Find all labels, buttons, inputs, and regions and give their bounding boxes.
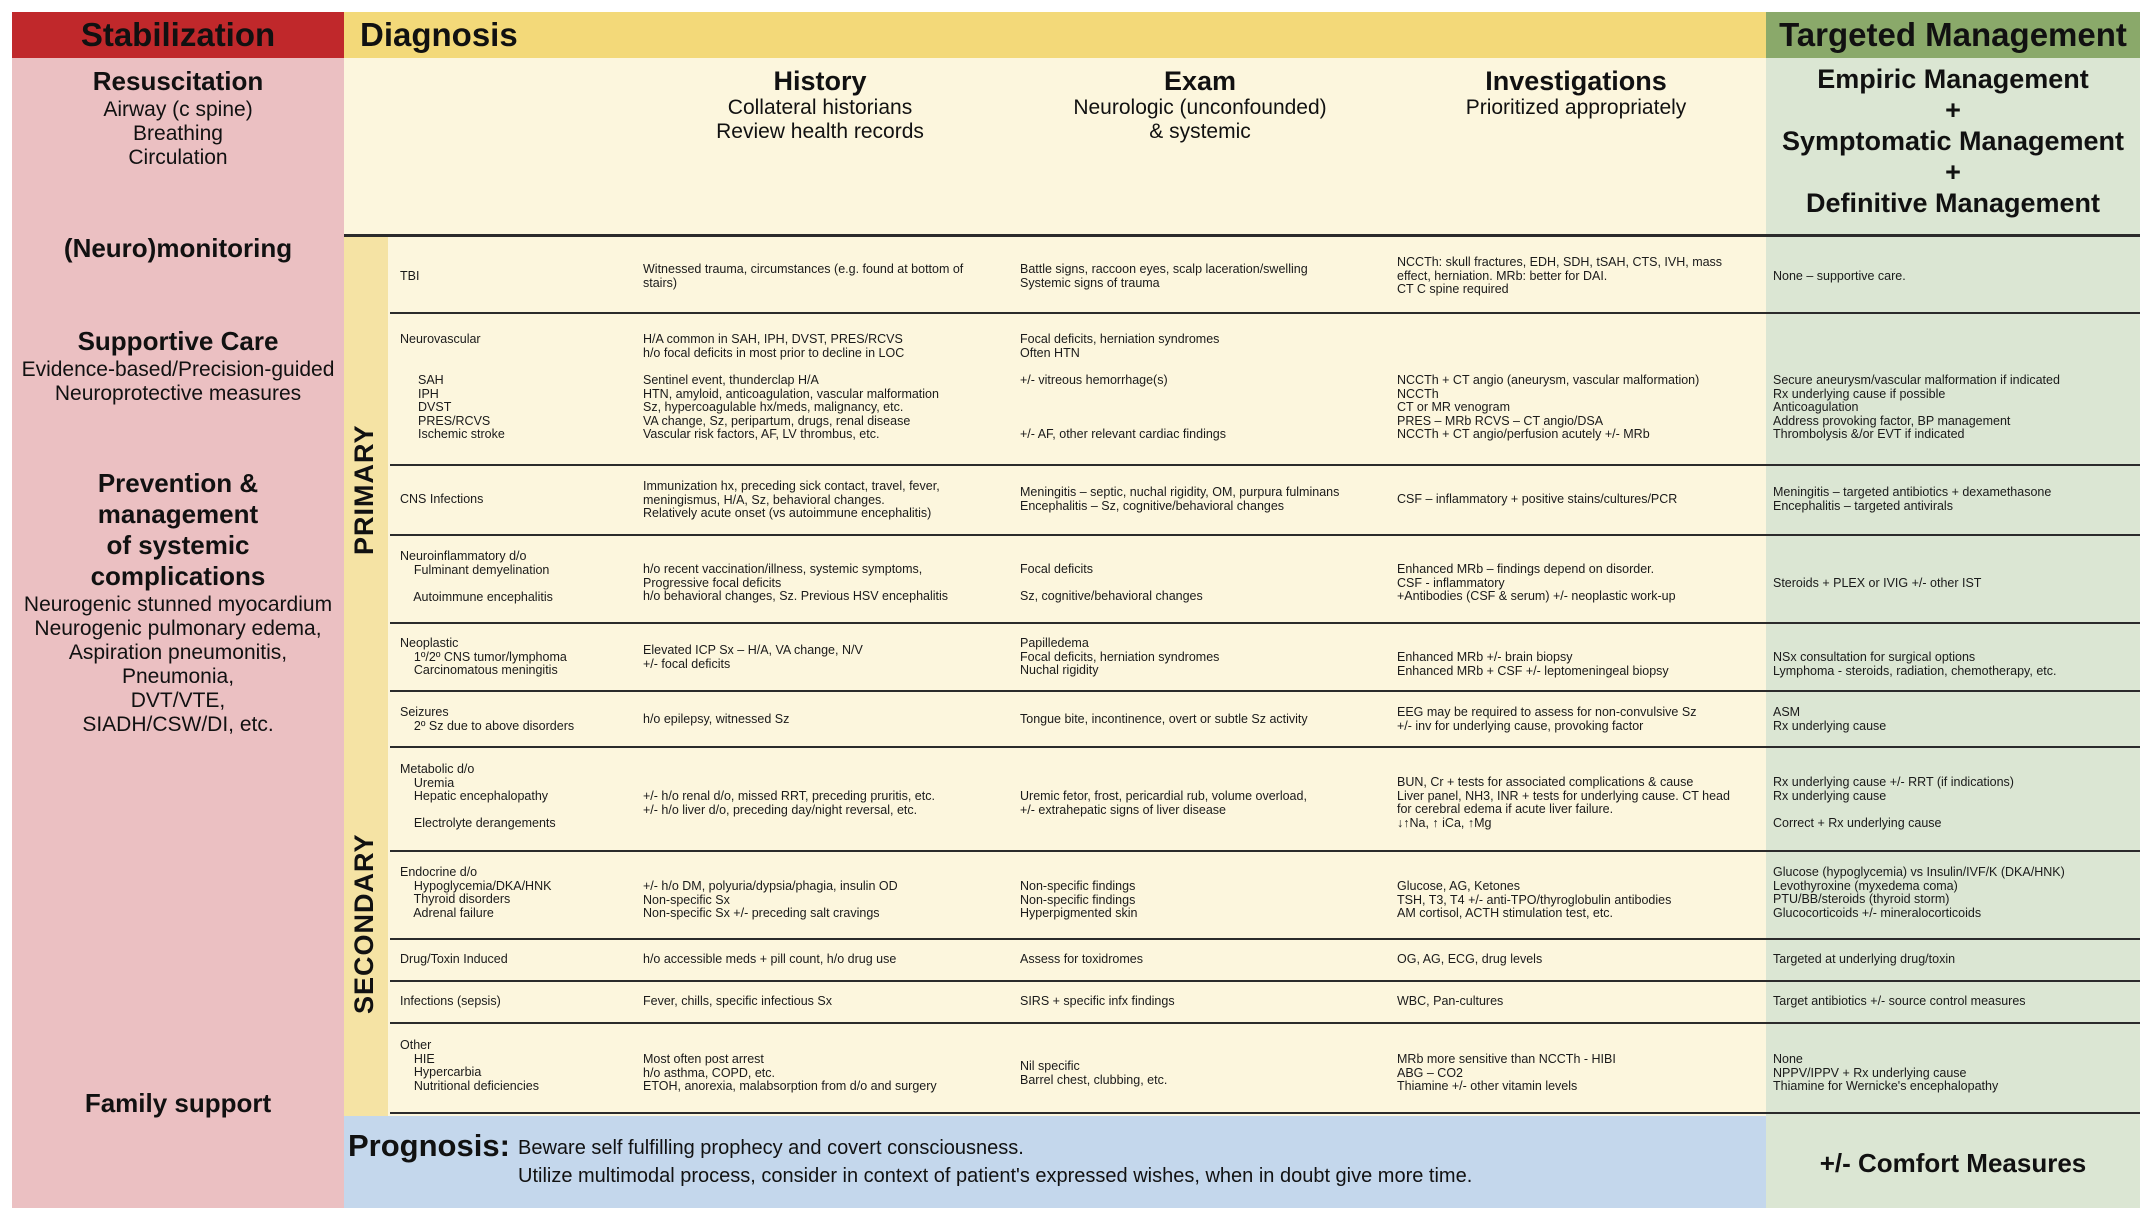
endocrine-investigations: Glucose, AG, Ketones TSH, T3, T4 +/- anti-TPO/thyroglobulin antibodies AM cortisol, ACTH stimulation test, etc.	[1397, 879, 1672, 920]
row-divider	[390, 690, 2140, 692]
sepsis-management: Target antibiotics +/- source control measures	[1773, 994, 2026, 1008]
cns-infections-cause: CNS Infections	[400, 492, 484, 506]
prevention-title-line: of systemic	[106, 530, 250, 560]
exam-sub: & systemic	[1149, 120, 1251, 143]
neurovascular-exam-sah: +/- vitreous hemorrhage(s)	[1020, 373, 1168, 387]
seizures-exam: Tongue bite, incontinence, overt or subtle Sz activity	[1020, 712, 1308, 726]
history-sub: Collateral historians	[727, 96, 913, 119]
metabolic-history: +/- h/o renal d/o, missed RRT, preceding pruritis, etc. +/- h/o liver d/o, preceding day/night reversal, etc.	[643, 789, 935, 817]
neurovascular-cause: Neurovascular	[400, 332, 481, 346]
endocrine-history: +/- h/o DM, polyuria/dypsia/phagia, insulin OD Non-specific Sx Non-specific Sx +/- preceding salt cravings	[643, 879, 898, 920]
drug-toxin-investigations: OG, AG, ECG, drug levels	[1397, 952, 1543, 966]
row-divider	[390, 746, 2140, 748]
metabolic-investigations: BUN, Cr + tests for associated complications & cause Liver panel, NH3, INR + tests for underlying cause. CT head for cerebral edema if acute liver failure. ↓↑Na, ↑ iCa, ↑Mg	[1397, 775, 1730, 830]
row-divider	[390, 1112, 2140, 1114]
complication-item: Pneumonia,	[121, 665, 235, 688]
row-divider	[390, 464, 2140, 466]
definitive-management: Definitive Management	[1805, 188, 2101, 218]
supportive-care-item: Evidence-based/Precision-guided	[21, 358, 335, 381]
tbi-cause: TBI	[400, 269, 420, 283]
history-sub: Review health records	[716, 120, 924, 143]
tbi-management: None – supportive care.	[1773, 269, 1906, 283]
neurovascular-exam-stroke: +/- AF, other relevant cardiac findings	[1020, 427, 1227, 441]
neuroinflammatory-investigations: Enhanced MRb – findings depend on disorder. CSF - inflammatory +Antibodies (CSF & serum) +/- neoplastic work-up	[1397, 562, 1676, 603]
seizures-management: ASM Rx underlying cause	[1773, 705, 1887, 733]
neurovascular-history-general: H/A common in SAH, IPH, DVST, PRES/RCVS h/o focal deficits in most prior to decline in LOC	[643, 332, 905, 360]
prevention-title-line: management	[97, 499, 259, 529]
drug-toxin-history: h/o accessible meds + pill count, h/o drug use	[643, 952, 897, 966]
endocrine-exam: Non-specific findings Non-specific findings Hyperpigmented skin	[1020, 879, 1138, 920]
neoplastic-exam: Papilledema Focal deficits, herniation syndromes Nuchal rigidity	[1020, 636, 1220, 677]
header-divider	[344, 234, 2140, 237]
prognosis-line-2: Utilize multimodal process, consider in context of patient's expressed wishes, when in doubt give more time.	[518, 1165, 1473, 1187]
exam-sub: Neurologic (unconfounded)	[1073, 96, 1327, 119]
sepsis-exam: SIRS + specific infx findings	[1020, 994, 1175, 1008]
neoplastic-history: Elevated ICP Sx – H/A, VA change, N/V +/- focal deficits	[643, 643, 863, 671]
other-management: None NPPV/IPPV + Rx underlying cause Thiamine for Wernicke's encephalopathy	[1773, 1052, 1999, 1093]
neurovascular-management: Secure aneurysm/vascular malformation if indicated Rx underlying cause if possible Anticoagulation Address provoking factor, BP management Thrombolysis &/or EVT if indicated	[1773, 373, 2060, 441]
stabilization-header: Stabilization	[12, 12, 344, 58]
secondary-label: SECONDARY	[349, 833, 379, 1014]
seizures-history: h/o epilepsy, witnessed Sz	[643, 712, 790, 726]
row-divider	[390, 312, 2140, 314]
sepsis-investigations: WBC, Pan-cultures	[1397, 994, 1504, 1008]
investigations-title: Investigations	[1485, 66, 1667, 96]
targeted-management-header: Targeted Management	[1766, 12, 2140, 58]
plus-sign: +	[1945, 95, 1961, 125]
neuroinflammatory-management: Steroids + PLEX or IVIG +/- other IST	[1773, 576, 1982, 590]
sepsis-history: Fever, chills, specific infectious Sx	[643, 994, 832, 1008]
plus-sign: +	[1945, 157, 1961, 187]
exam-title: Exam	[1163, 66, 1237, 96]
complication-item: Neurogenic pulmonary edema,	[34, 617, 322, 640]
neoplastic-investigations: Enhanced MRb +/- brain biopsy Enhanced MRb + CSF +/- leptomeningeal biopsy	[1397, 650, 1669, 678]
history-heading	[640, 66, 1000, 144]
tbi-investigations: NCCTh: skull fractures, EDH, SDH, tSAH, CTS, IVH, mass effect, herniation. MRb: better for DAI. CT C spine required	[1397, 255, 1723, 296]
supportive-care-item: Neuroprotective measures	[54, 382, 302, 405]
resuscitation-title: Resuscitation	[92, 66, 264, 96]
endocrine-management: Glucose (hypoglycemia) vs Insulin/IVF/K (DKA/HNK) Levothyroxine (myxedema coma) PTU/BB/steroids (thyroid storm) Glucocorticoids +/- mineralocorticoids	[1773, 865, 2065, 920]
seizures-investigations: EEG may be required to assess for non-convulsive Sz +/- inv for underlying cause, provoking factor	[1397, 705, 1697, 733]
exam-heading	[1020, 66, 1380, 144]
prognosis-panel	[344, 1116, 1766, 1208]
prognosis-label: Prognosis:	[348, 1128, 510, 1163]
neuroinflammatory-cause: Neuroinflammatory d/o Fulminant demyelination Autoimmune encephalitis	[400, 549, 553, 604]
prevention-title-line: complications	[90, 561, 266, 591]
drug-toxin-cause: Drug/Toxin Induced	[400, 952, 508, 966]
neurovascular-investigations: NCCTh + CT angio (aneurysm, vascular malformation) NCCTh CT or MR venogram PRES – MRb RCVS – CT angio/DSA NCCTh + CT angio/perfusion acutely +/- MRb	[1397, 373, 1700, 441]
neurovascular-history: Sentinel event, thunderclap H/A HTN, amyloid, anticoagulation, vascular malformation Sz, hypercoagulable hx/meds, malignancy, etc. VA change, Sz, peripartum, drugs, renal disease Vascular risk factors, AF, LV thrombus, etc.	[643, 373, 939, 441]
neuroinflammatory-exam-encephalitis: Sz, cognitive/behavioral changes	[1020, 589, 1203, 603]
neuroinflammatory-exam-demyelination: Focal deficits	[1020, 562, 1093, 576]
prevention-title-line: Prevention &	[97, 468, 259, 498]
cns-infections-management: Meningitis – targeted antibiotics + dexamethasone Encephalitis – targeted antivirals	[1773, 485, 2052, 513]
cns-infections-exam: Meningitis – septic, nuchal rigidity, OM, purpura fulminans Encephalitis – Sz, cognitive/behavioral changes	[1020, 485, 1340, 513]
other-exam: Nil specific Barrel chest, clubbing, etc.	[1020, 1059, 1168, 1087]
investigations-sub: Prioritized appropriately	[1465, 96, 1687, 119]
other-history: Most often post arrest h/o asthma, COPD, etc. ETOH, anorexia, malabsorption from d/o and surgery	[643, 1052, 937, 1093]
metabolic-management: Rx underlying cause +/- RRT (if indications) Rx underlying cause Correct + Rx underlying cause	[1773, 775, 2014, 830]
other-investigations: MRb more sensitive than NCCTh - HIBI ABG – CO2 Thiamine +/- other vitamin levels	[1397, 1052, 1616, 1093]
drug-toxin-management: Targeted at underlying drug/toxin	[1773, 952, 1956, 966]
neuroinflammatory-history: h/o recent vaccination/illness, systemic symptoms, Progressive focal deficits h/o behavioral changes, Sz. Previous HSV encephalitis	[643, 562, 949, 603]
investigations-heading	[1396, 66, 1756, 120]
endocrine-cause: Endocrine d/o Hypoglycemia/DKA/HNK Thyroid disorders Adrenal failure	[400, 865, 552, 920]
row-divider	[390, 622, 2140, 624]
neurovascular-subtypes: SAH IPH DVST PRES/RCVS Ischemic stroke	[418, 373, 505, 441]
management-heading	[1766, 64, 2140, 219]
prognosis-line-1: Beware self fulfilling prophecy and covert consciousness.	[518, 1137, 1024, 1159]
primary-label: PRIMARY	[349, 424, 379, 555]
symptomatic-management: Symptomatic Management	[1781, 126, 2125, 156]
supportive-care-title: Supportive Care	[77, 326, 279, 356]
diagnosis-header: Diagnosis	[344, 12, 1766, 58]
comfort-measures: +/- Comfort Measures	[1819, 1148, 2087, 1178]
tbi-exam: Battle signs, raccoon eyes, scalp laceration/swelling Systemic signs of trauma	[1020, 262, 1308, 290]
neoplastic-cause: Neoplastic 1º/2º CNS tumor/lymphoma Carcinomatous meningitis	[400, 636, 567, 677]
complication-item: DVT/VTE,	[130, 689, 226, 712]
complication-item: SIADH/CSW/DI, etc.	[82, 713, 274, 736]
other-cause: Other HIE Hypercarbia Nutritional deficiencies	[400, 1038, 539, 1093]
tbi-history: Witnessed trauma, circumstances (e.g. found at bottom of stairs)	[643, 262, 964, 290]
row-divider	[390, 980, 2140, 982]
metabolic-cause: Metabolic d/o Uremia Hepatic encephalopathy Electrolyte derangements	[400, 762, 556, 830]
neurovascular-exam-general: Focal deficits, herniation syndromes Often HTN	[1020, 332, 1220, 360]
resuscitation-circulation: Circulation	[128, 146, 228, 169]
drug-toxin-exam: Assess for toxidromes	[1020, 952, 1143, 966]
row-divider	[390, 938, 2140, 940]
sepsis-cause: Infections (sepsis)	[400, 994, 501, 1008]
history-title: History	[773, 66, 867, 96]
cns-infections-history: Immunization hx, preceding sick contact, travel, fever, meningismus, H/A, Sz, behavioral changes. Relatively acute onset (vs autoimmune encephalitis)	[643, 479, 940, 520]
resuscitation-airway: Airway (c spine)	[103, 98, 253, 121]
complication-item: Neurogenic stunned myocardium	[23, 593, 333, 616]
cns-infections-investigations: CSF – inflammatory + positive stains/cultures/PCR	[1397, 492, 1678, 506]
family-support-title: Family support	[84, 1088, 272, 1118]
empiric-management: Empiric Management	[1817, 64, 2089, 94]
resuscitation-breathing: Breathing	[133, 122, 223, 145]
row-divider	[390, 1022, 2140, 1024]
seizures-cause: Seizures 2º Sz due to above disorders	[400, 705, 575, 733]
row-divider	[390, 850, 2140, 852]
neuromonitoring-title: (Neuro)monitoring	[63, 233, 293, 263]
metabolic-exam: Uremic fetor, frost, pericardial rub, volume overload, +/- extrahepatic signs of liver disease	[1020, 789, 1307, 817]
complication-item: Aspiration pneumonitis,	[68, 641, 288, 664]
neoplastic-management: NSx consultation for surgical options Lymphoma - steroids, radiation, chemotherapy, etc.	[1773, 650, 2057, 678]
row-divider	[390, 534, 2140, 536]
